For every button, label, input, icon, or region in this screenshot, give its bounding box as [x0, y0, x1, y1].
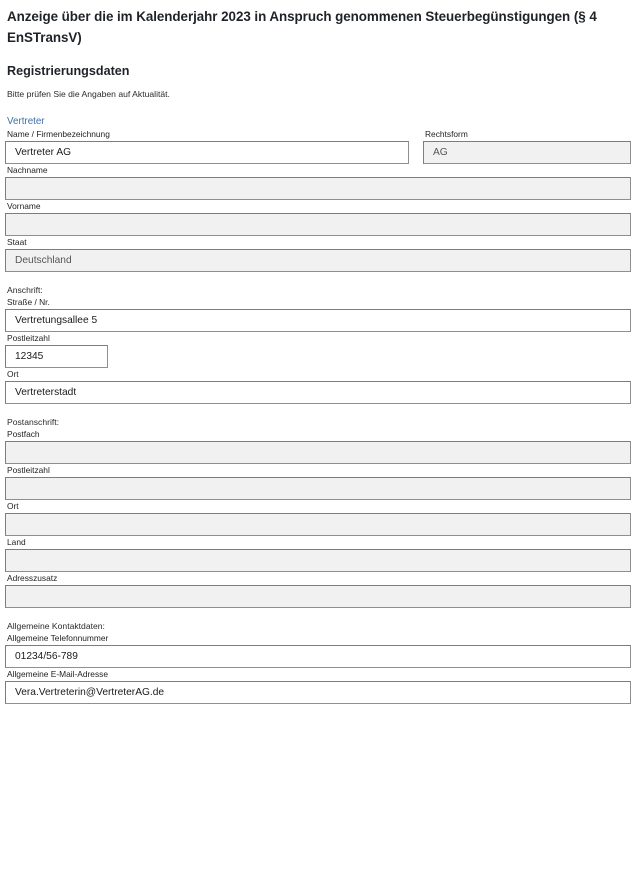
- field-postanschrift-postleitzahl: [5, 465, 631, 500]
- field-vorname: [5, 201, 631, 236]
- field-nachname: [5, 165, 631, 200]
- field-label-postanschrift-ort: Ort: [7, 501, 19, 511]
- input-anschrift-postleitzahl[interactable]: [5, 345, 108, 368]
- page-title: Anzeige über die im Kalenderjahr 2023 in Anspruch genommenen Steuerbegünstigungen (§ 4 EnSTransV): [7, 9, 597, 45]
- subheading-allgemeine-kontaktdaten: Allgemeine Kontaktdaten:: [7, 621, 105, 631]
- field-label-adresszusatz: Adresszusatz: [7, 573, 58, 583]
- subheading-postanschrift: Postanschrift:: [7, 417, 60, 427]
- field-rechtsform: [423, 129, 631, 164]
- input-anschrift-ort[interactable]: [5, 381, 631, 404]
- field-label-land: Land: [7, 537, 26, 547]
- input-value-strasse-nr: Vertretungsallee 5: [15, 315, 98, 326]
- field-label-vorname: Vorname: [7, 201, 41, 211]
- field-postfach: [5, 429, 631, 464]
- field-label-postanschrift-postleitzahl: Postleitzahl: [7, 465, 50, 475]
- input-staat[interactable]: [5, 249, 631, 272]
- field-telefonnummer: [5, 633, 631, 668]
- input-postfach[interactable]: [5, 441, 631, 464]
- field-label-staat: Staat: [7, 237, 27, 247]
- input-value-rechtsform: AG: [433, 147, 448, 158]
- input-adresszusatz[interactable]: [5, 585, 631, 608]
- input-postanschrift-postleitzahl[interactable]: [5, 477, 631, 500]
- section-note: Bitte prüfen Sie die Angaben auf Aktualität.: [7, 89, 170, 99]
- input-value-email-adresse: Vera.Vertreterin@VertreterAG.de: [15, 687, 165, 698]
- field-land: [5, 537, 631, 572]
- field-postanschrift-ort: [5, 501, 631, 536]
- input-value-anschrift-postleitzahl: 12345: [15, 351, 44, 362]
- field-label-postfach: Postfach: [7, 429, 40, 439]
- input-strasse-nr[interactable]: [5, 309, 631, 332]
- field-adresszusatz: [5, 573, 631, 608]
- field-label-rechtsform: Rechtsform: [425, 129, 468, 139]
- input-value-telefonnummer: 01234/56-789: [15, 651, 78, 662]
- input-email-adresse[interactable]: [5, 681, 631, 704]
- group-heading-vertreter: Vertreter: [7, 116, 45, 127]
- input-land[interactable]: [5, 549, 631, 572]
- input-nachname[interactable]: [5, 177, 631, 200]
- subheading-anschrift: Anschrift:: [7, 285, 43, 295]
- input-postanschrift-ort[interactable]: [5, 513, 631, 536]
- input-name-firmenbezeichnung[interactable]: [5, 141, 409, 164]
- input-vorname[interactable]: [5, 213, 631, 236]
- input-value-name-firmenbezeichnung: Vertreter AG: [15, 147, 72, 158]
- field-label-anschrift-ort: Ort: [7, 369, 19, 379]
- input-telefonnummer[interactable]: [5, 645, 631, 668]
- field-anschrift-postleitzahl: [5, 333, 631, 368]
- field-email-adresse: [5, 669, 631, 704]
- field-strasse-nr: [5, 297, 631, 332]
- input-value-anschrift-ort: Vertreterstadt: [15, 387, 77, 398]
- field-label-anschrift-postleitzahl: Postleitzahl: [7, 333, 50, 343]
- field-name-firmenbezeichnung: [5, 129, 409, 164]
- field-label-telefonnummer: Allgemeine Telefonnummer: [7, 633, 109, 643]
- field-staat: [5, 237, 631, 272]
- section-heading-registrierungsdaten: Registrierungsdaten: [7, 64, 130, 78]
- row-name-rechtsform: [5, 128, 631, 164]
- field-label-strasse-nr: Straße / Nr.: [7, 297, 50, 307]
- input-value-staat: Deutschland: [15, 255, 72, 266]
- field-label-name-firmenbezeichnung: Name / Firmenbezeichnung: [7, 129, 110, 139]
- field-anschrift-ort: [5, 369, 631, 404]
- field-label-email-adresse: Allgemeine E-Mail-Adresse: [7, 669, 109, 679]
- field-label-nachname: Nachname: [7, 165, 48, 175]
- input-rechtsform[interactable]: [423, 141, 631, 164]
